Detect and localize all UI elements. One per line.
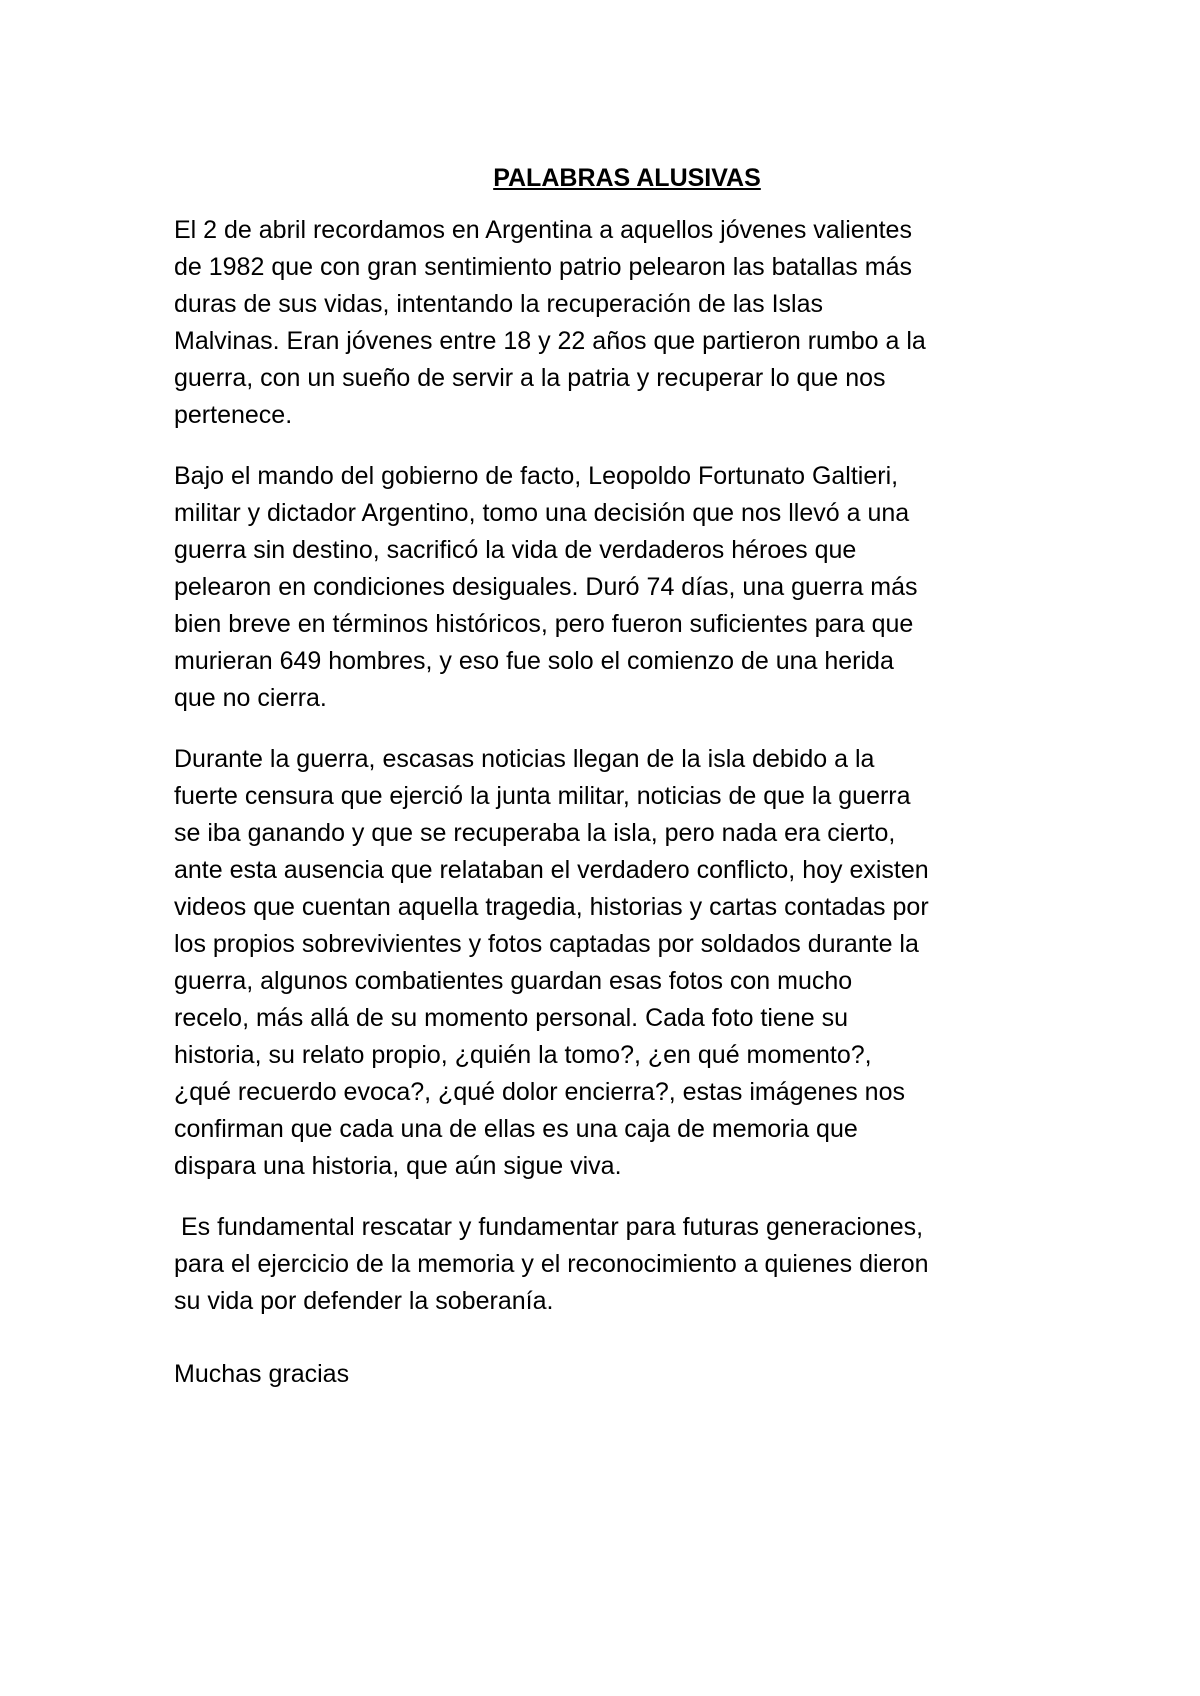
document-body	[174, 163, 1040, 1393]
closing-text: Muchas gracias	[174, 1360, 350, 1388]
paragraph-memoria: Es fundamental rescatar y fundamentar para futuras generaciones, para el ejercicio de la memoria y el reconocimiento a quienes dieron su vida por defender la soberanía.	[174, 1213, 929, 1315]
document-title: PALABRAS ALUSIVAS	[493, 164, 761, 192]
paragraph-censura: Durante la guerra, escasas noticias llegan de la isla debido a la fuerte censura que ejerció la junta militar, noticias de que la guerra se iba ganando y que se recuperaba la isla, pero nada era cierto, ante esta ausencia que relataban el verdadero conflicto, hoy existen videos que cuentan aquella tragedia, historias y cartas contadas por los propios sobrevivientes y fotos captadas por soldados durante la guerra, algunos combatientes guardan esas fotos con mucho recelo, más allá de su momento personal. Cada foto tiene su historia, su relato propio, ¿quién la tomo?, ¿en qué momento?, ¿qué recuerdo evoca?, ¿qué dolor encierra?, estas imágenes nos confirman que cada una de ellas es una caja de memoria que dispara una historia, que aún sigue viva.	[174, 745, 929, 1180]
paragraph-galtieri: Bajo el mando del gobierno de facto, Leopoldo Fortunato Galtieri, militar y dictador Argentino, tomo una decisión que nos llevó a una guerra sin destino, sacrificó la vida de verdaderos héroes que pelearon en condiciones desiguales. Duró 74 días, una guerra más bien breve en términos históricos, pero fueron suficientes para que murieran 649 hombres, y eso fue solo el comienzo de una herida que no cierra.	[174, 462, 918, 712]
paragraph-intro: El 2 de abril recordamos en Argentina a aquellos jóvenes valientes de 1982 que con gran sentimiento patrio pelearon las batallas más duras de sus vidas, intentando la recuperación de las Islas Malvinas. Eran jóvenes entre 18 y 22 años que partieron rumbo a la guerra, con un sueño de servir a la patria y recuperar lo que nos pertenece.	[174, 216, 926, 429]
